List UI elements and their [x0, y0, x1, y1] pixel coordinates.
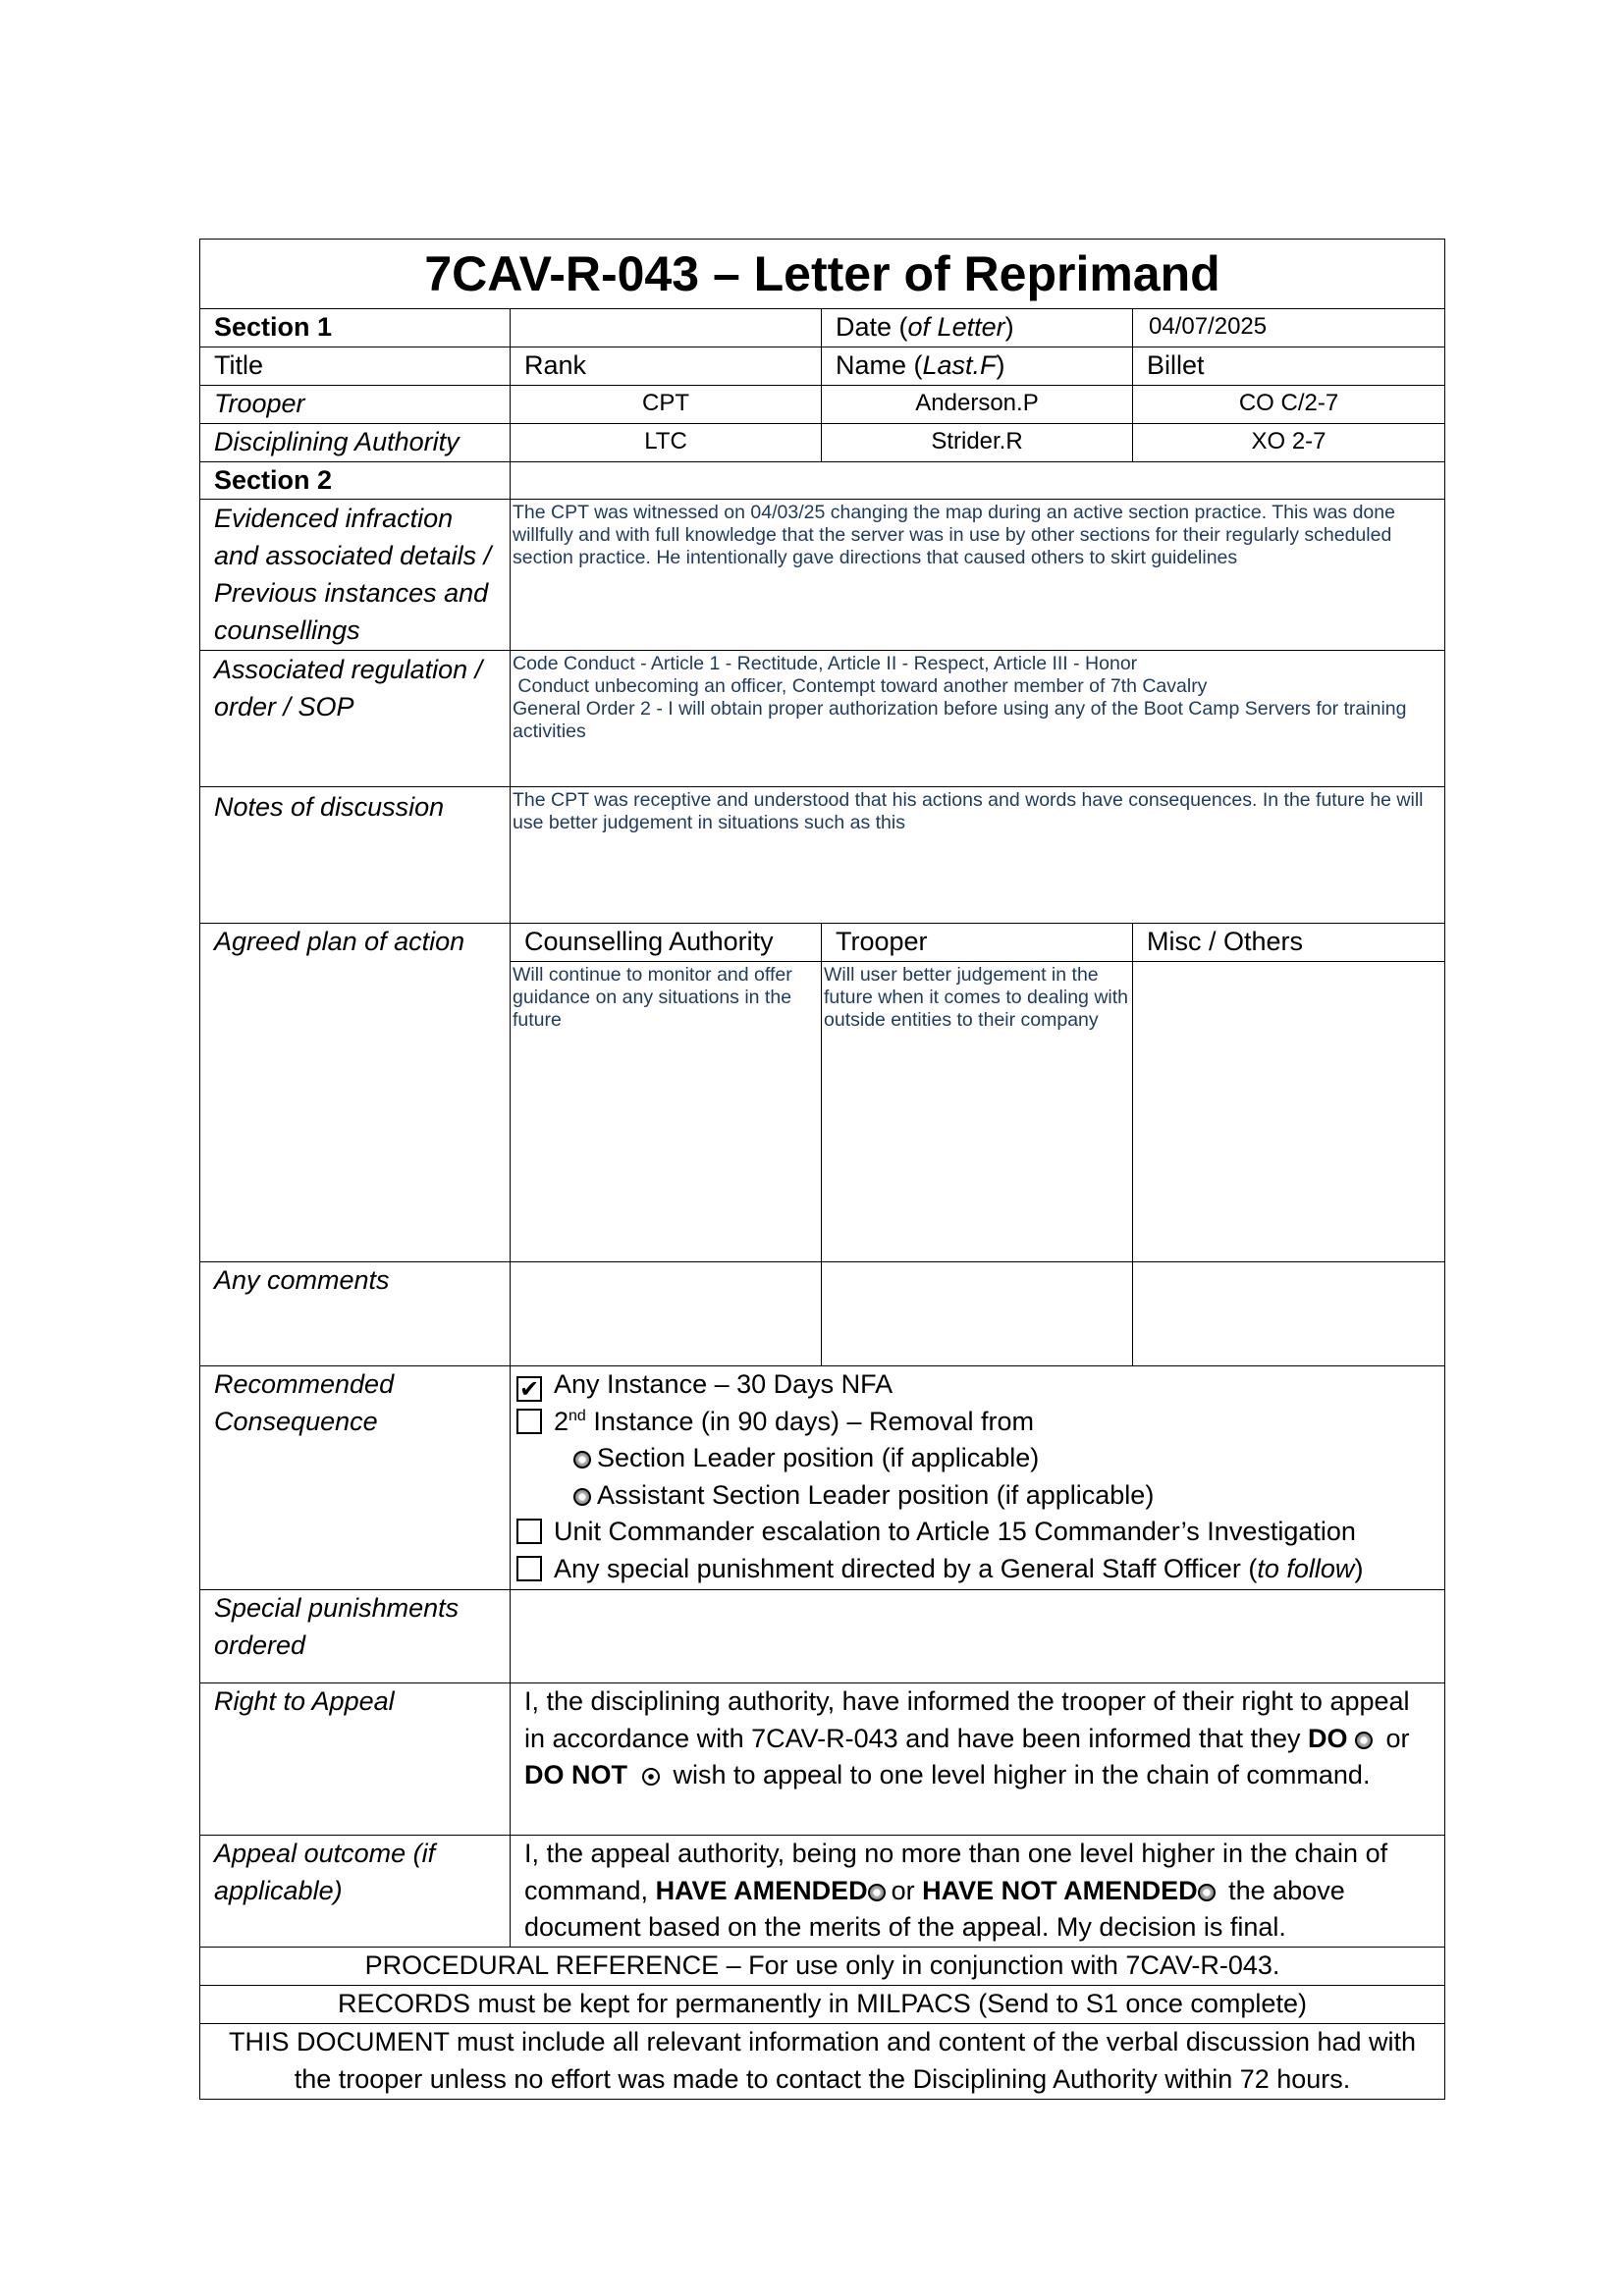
document-title: 7CAV-R-043 – Letter of Reprimand: [200, 240, 1445, 309]
header-rank: Rank: [511, 347, 822, 386]
appeal-statement: [511, 1683, 1445, 1836]
option-3-label: Unit Commander escalation to Article 15 Commander’s Investigation: [554, 1517, 1356, 1546]
option-2-suffix: nd: [568, 1407, 586, 1424]
footer-document-note: THIS DOCUMENT must include all relevant information and content of the verbal discussion had with the trooper unless no effort was made to contact the Disciplining Authority within 72 hours.: [200, 2024, 1445, 2100]
comments-misc-field[interactable]: [1133, 1262, 1445, 1366]
trooper-billet-field[interactable]: CO C/2-7: [1133, 386, 1445, 424]
trooper-label: Trooper: [200, 386, 511, 424]
checkbox[interactable]: [516, 1556, 542, 1581]
header-title: Title: [200, 347, 511, 386]
appeal-text: I, the disciplining authority, have informed the trooper of their right to appeal in accordance with 7CAV-R-043 and have been informed that they: [524, 1686, 1410, 1753]
consequence-option-1-label: Any Instance – 30 Days NFA: [554, 1369, 893, 1399]
plan-misc-field[interactable]: [1133, 962, 1445, 1262]
consequence-sub-option-1[interactable]: [516, 1440, 1431, 1477]
radio-not-amended[interactable]: [1198, 1884, 1216, 1901]
consequence-sub-option-2[interactable]: [516, 1477, 1431, 1515]
section-1-label: Section 1: [200, 309, 511, 347]
radio-button[interactable]: [573, 1488, 591, 1506]
trooper-rank-field[interactable]: CPT: [511, 386, 822, 424]
notes-field[interactable]: The CPT was receptive and understood that his actions and words have consequences. In the future he will use better judgement in situations such as this: [511, 787, 1445, 924]
infraction-field[interactable]: The CPT was witnessed on 04/03/25 changing the map during an active section practice. This was done willfully and with full knowledge that the server was in use by other sections for their regularly scheduled section practice. He intentionally gave directions that caused others to skirt guidelines: [511, 500, 1445, 651]
authority-name-field[interactable]: Strider.R: [822, 424, 1133, 462]
authority-billet-field[interactable]: XO 2-7: [1133, 424, 1445, 462]
sub-option-2-label: Assistant Section Leader position (if applicable): [597, 1479, 1155, 1510]
option-2-text: 2: [554, 1406, 569, 1436]
comments-counselling-field[interactable]: [511, 1262, 822, 1366]
appeal-do-not-label: DO NOT: [524, 1760, 627, 1789]
option-4-label: Any special punishment directed by a General Staff Officer (: [554, 1553, 1258, 1583]
consequence-label: Recommended Consequence: [200, 1366, 511, 1590]
consequence-option-3[interactable]: [516, 1514, 1431, 1551]
comments-label: Any comments: [200, 1262, 511, 1366]
radio-button[interactable]: [573, 1451, 591, 1468]
option-2-text-rest: Instance (in 90 days) – Removal from: [585, 1406, 1035, 1436]
consequence-option-1[interactable]: [516, 1366, 1431, 1404]
date-field[interactable]: 04/07/2025: [1133, 309, 1445, 347]
outcome-label: Appeal outcome (if applicable): [200, 1836, 511, 1948]
checkbox[interactable]: [516, 1409, 542, 1434]
special-label: Special punishments ordered: [200, 1590, 511, 1683]
footer-records: RECORDS must be kept for permanently in MILPACS (Send to S1 once complete): [200, 1986, 1445, 2024]
consequence-option-4[interactable]: [516, 1551, 1431, 1588]
plan-label: Agreed plan of action: [200, 924, 511, 1262]
appeal-label: Right to Appeal: [200, 1683, 511, 1836]
notes-label: Notes of discussion: [200, 787, 511, 924]
section-2-label: Section 2: [200, 462, 511, 500]
header-name: Name (Last.F): [822, 347, 1133, 386]
option-4-close: ): [1354, 1553, 1364, 1583]
plan-header-trooper: Trooper: [822, 924, 1133, 962]
regulation-field[interactable]: [511, 651, 1445, 787]
infraction-label: Evidenced infraction and associated details / Previous instances and counsellings: [200, 500, 511, 651]
plan-header-misc: Misc / Others: [1133, 924, 1445, 962]
consequence-option-2[interactable]: [516, 1404, 1431, 1441]
radio-amended[interactable]: [868, 1884, 886, 1901]
reprimand-form: [199, 239, 1445, 2100]
regulation-line: Conduct unbecoming an officer, Contempt toward another member of 7th Cavalry: [513, 675, 1208, 697]
plan-counselling-field[interactable]: Will continue to monitor and offer guidance on any situations in the future: [511, 962, 822, 1262]
section-2-blank: [511, 462, 1445, 500]
appeal-do-label: DO: [1307, 1723, 1348, 1753]
sub-option-1-label: Section Leader position (if applicable): [597, 1443, 1040, 1472]
outcome-statement: [511, 1836, 1445, 1948]
regulation-line: General Order 2 - I will obtain proper authorization before using any of the Boot Camp Servers for training activities: [513, 698, 1407, 742]
date-label: Date (of Letter): [822, 309, 1133, 347]
plan-header-counselling: Counselling Authority: [511, 924, 822, 962]
consequence-options: [511, 1366, 1445, 1590]
trooper-name-field[interactable]: Anderson.P: [822, 386, 1133, 424]
authority-label: Disciplining Authority: [200, 424, 511, 462]
section-1-blank: [511, 309, 822, 347]
special-field[interactable]: [511, 1590, 1445, 1683]
footer-procedural: PROCEDURAL REFERENCE – For use only in conjunction with 7CAV-R-043.: [200, 1948, 1445, 1986]
appeal-text-end: wish to appeal to one level higher in the chain of command.: [666, 1760, 1371, 1789]
outcome-text: I, the appeal authority, being no more than one level higher in the chain of command,: [524, 1839, 1388, 1905]
comments-trooper-field[interactable]: [822, 1262, 1133, 1366]
outcome-amended-label: HAVE AMENDED: [655, 1875, 868, 1905]
authority-rank-field[interactable]: LTC: [511, 424, 822, 462]
header-billet: Billet: [1133, 347, 1445, 386]
outcome-text-end: the above document based on the merits of the appeal. My decision is final.: [524, 1875, 1345, 1942]
radio-do-not-selected[interactable]: [642, 1768, 660, 1786]
radio-do[interactable]: [1355, 1732, 1373, 1749]
checkbox[interactable]: [516, 1519, 542, 1544]
outcome-not-amended-label: HAVE NOT AMENDED: [922, 1875, 1198, 1905]
plan-trooper-field[interactable]: Will user better judgement in the future when it comes to dealing with outside entities to their company: [822, 962, 1133, 1262]
outcome-or: or: [891, 1875, 923, 1905]
appeal-or: or: [1379, 1723, 1410, 1753]
regulation-label: Associated regulation / order / SOP: [200, 651, 511, 787]
regulation-line: Code Conduct - Article 1 - Rectitude, Article II - Respect, Article III - Honor: [513, 653, 1138, 674]
checkbox-checked[interactable]: ✔: [516, 1376, 542, 1402]
option-4-italic: to follow: [1257, 1553, 1355, 1583]
